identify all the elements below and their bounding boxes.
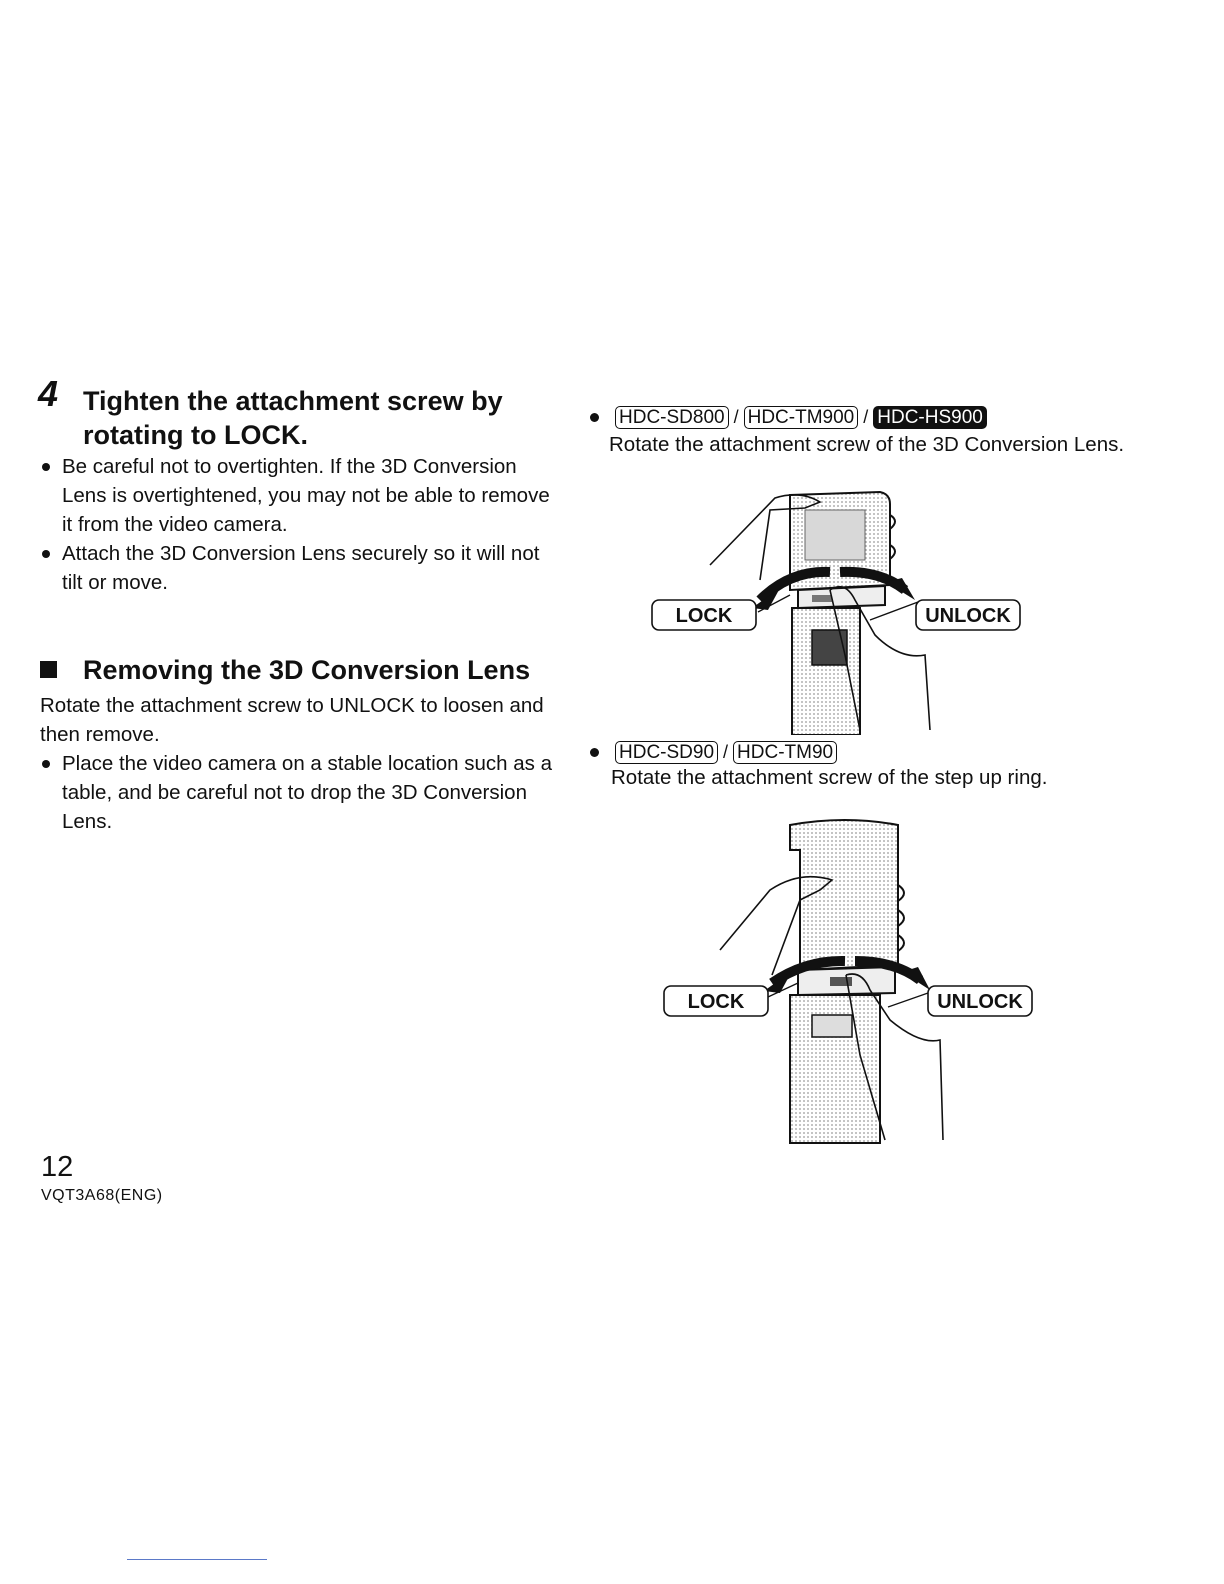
bullet-icon	[590, 413, 599, 422]
separator: /	[863, 407, 869, 427]
model-tag: HDC-TM90	[733, 741, 837, 764]
separator: /	[723, 742, 729, 762]
square-bullet-icon	[40, 661, 57, 678]
bullet-icon	[590, 748, 599, 757]
lock-label: LOCK	[675, 605, 733, 627]
bottom-rule	[127, 1559, 267, 1560]
removing-bullets	[40, 749, 565, 836]
model-tags-1	[590, 404, 987, 430]
lens-rotation-illustration-2	[650, 815, 1050, 1145]
separator: /	[733, 407, 739, 427]
caption-2: Rotate the attachment screw of the step up ring.	[611, 766, 1048, 789]
lens-rotation-illustration-1	[640, 480, 1040, 735]
list-item: Be careful not to overtighten. If the 3D Conversion Lens is overtightened, you may not be able to remove it from the video camera.	[40, 452, 565, 539]
model-tag: HDC-SD800	[615, 406, 729, 429]
removing-intro: Rotate the attachment screw to UNLOCK to loosen and then remove.	[40, 694, 544, 746]
page-number: 12	[41, 1151, 74, 1183]
lock-label: LOCK	[687, 991, 745, 1013]
list-item: Attach the 3D Conversion Lens securely so it will not tilt or move.	[40, 539, 565, 597]
caption-1: Rotate the attachment screw of the 3D Conversion Lens.	[609, 433, 1125, 456]
step-bullets	[40, 452, 565, 597]
model-tag: HDC-TM900	[744, 406, 859, 429]
document-code: VQT3A68(ENG)	[41, 1187, 163, 1204]
model-tag-highlighted: HDC-HS900	[873, 406, 987, 429]
section-heading: Removing the 3D Conversion Lens	[40, 653, 530, 687]
step-number: 4	[38, 373, 59, 414]
list-item: Place the video camera on a stable location such as a table, and be careful not to drop the 3D Conversion Lens.	[40, 749, 565, 836]
unlock-label: UNLOCK	[925, 605, 1011, 627]
model-tag: HDC-SD90	[615, 741, 718, 764]
unlock-label: UNLOCK	[937, 991, 1023, 1013]
step-title: Tighten the attachment screw by rotating to LOCK.	[83, 386, 503, 450]
model-tags-2	[590, 739, 837, 765]
